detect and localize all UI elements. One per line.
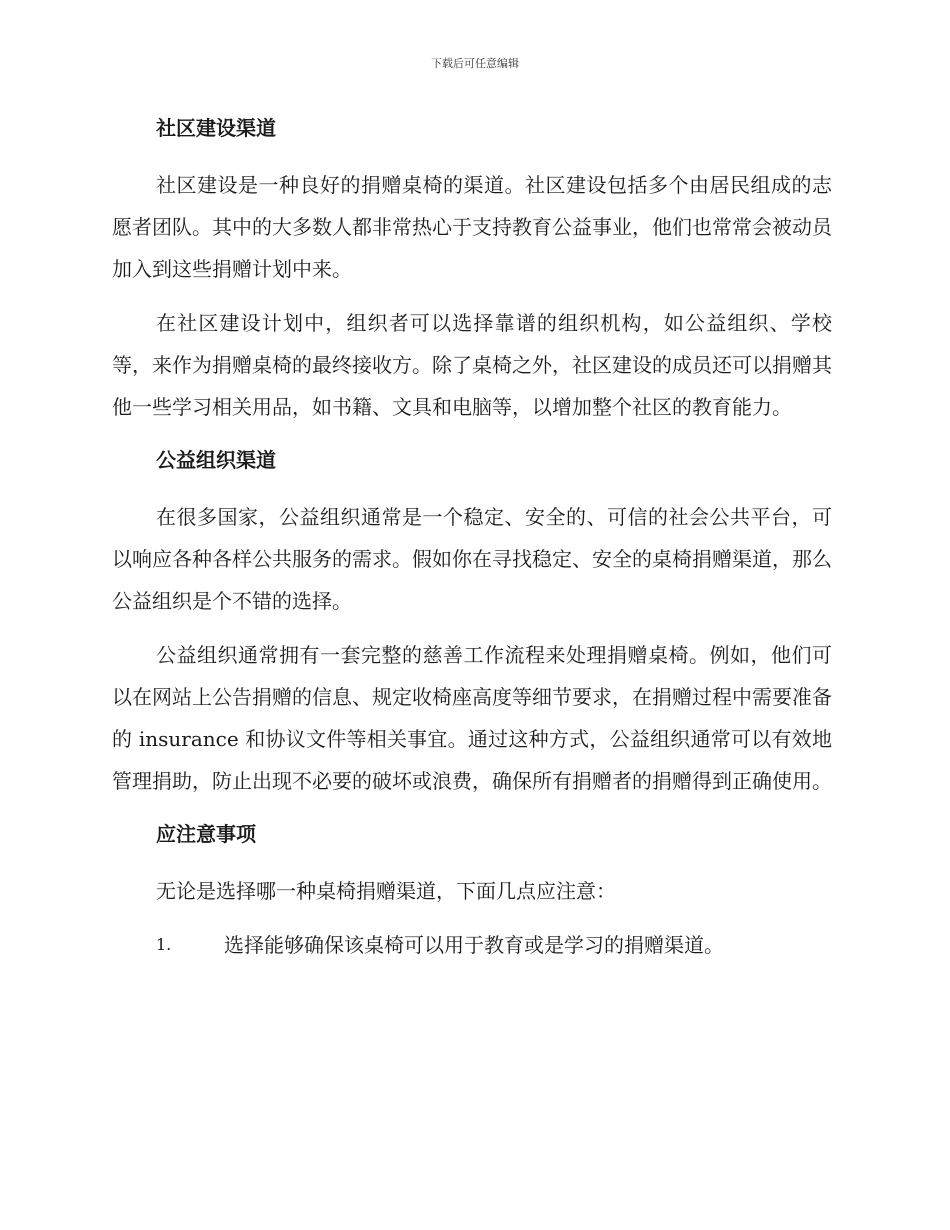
paragraph: 在社区建设计划中，组织者可以选择靠谱的组织机构，如公益组织、学校等，来作为捐赠桌椅的最终接收方。除了桌椅之外，社区建设的成员还可以捐赠其他一些学习相关用品，如书籍、文具和电脑等，以增加整个社区的教育能力。 xyxy=(112,311,832,419)
list-item-number: 1. xyxy=(156,935,172,954)
paragraph: 公益组织通常拥有一套完整的慈善工作流程来处理捐赠桌椅。例如，他们可以在网站上公告捐赠的信息、规定收椅座高度等细节要求，在捐赠过程中需要准备的 insurance 和协议文件等相关事宜。通过这种方式，公益组织通常可以有效地管理捐助，防止出现不必要的破坏或浪费，确保所有捐赠者的捐赠得到正确使用。 xyxy=(112,643,832,793)
document-body xyxy=(112,108,832,966)
paragraph: 在很多国家，公益组织通常是一个稳定、安全的、可信的社会公共平台，可以响应各种各样公共服务的需求。假如你在寻找稳定、安全的桌椅捐赠渠道，那么公益组织是个不错的选择。 xyxy=(112,505,832,613)
section-heading-community: 社区建设渠道 xyxy=(156,116,276,140)
list-item xyxy=(112,924,832,966)
section-heading-notes: 应注意事项 xyxy=(156,822,256,846)
paragraph: 无论是选择哪一种桌椅捐赠渠道，下面几点应注意： xyxy=(156,879,616,903)
paragraph: 社区建设是一种良好的捐赠桌椅的渠道。社区建设包括多个由居民组成的志愿者团队。其中的大多数人都非常热心于支持教育公益事业，他们也常常会被动员加入到这些捐赠计划中来。 xyxy=(112,173,832,281)
page-header-note: 下载后可任意编辑 xyxy=(431,57,519,70)
list-item-text: 选择能够确保该桌椅可以用于教育或是学习的捐赠渠道。 xyxy=(224,933,724,957)
section-heading-charity: 公益组织渠道 xyxy=(156,448,276,472)
